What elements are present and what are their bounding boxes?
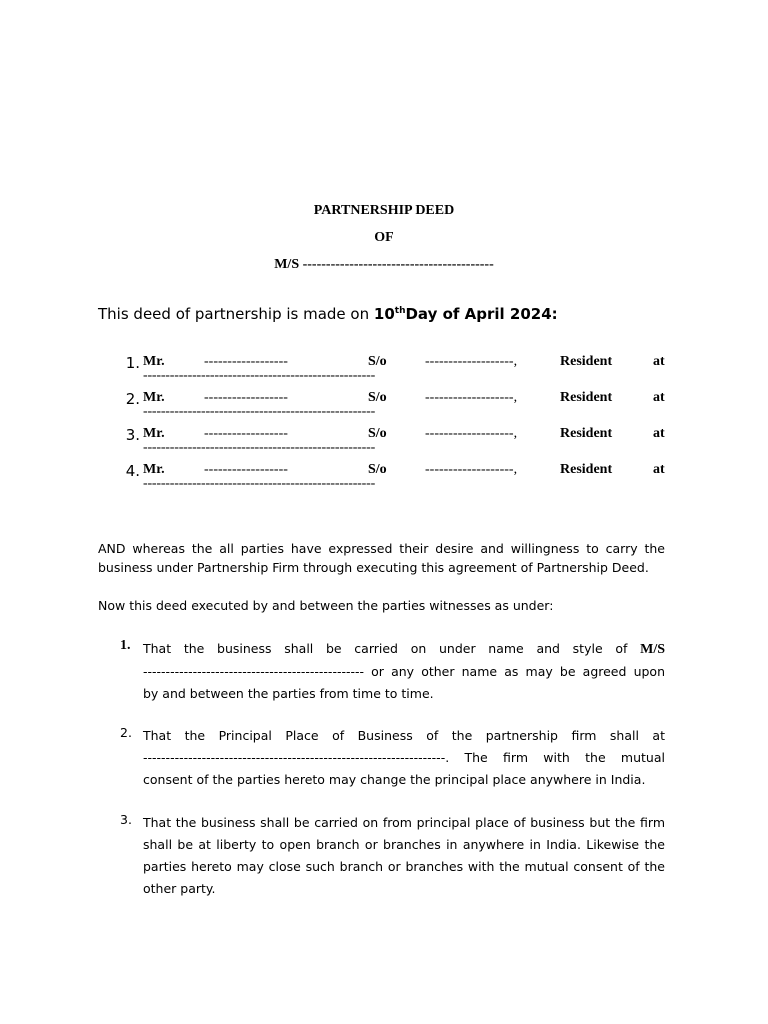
deed-title: PARTNERSHIP DEED — [313, 203, 455, 218]
clause-line: ------------------------------------------------- or any other name as may be agreed upon — [143, 664, 665, 679]
clause-line: shall be at liberty to open branch or branches in anywhere in India. Likewise the — [143, 837, 665, 852]
clause-text — [143, 638, 665, 705]
party-resident: Resident — [560, 354, 613, 369]
party-name-blank: ------------------ — [204, 462, 288, 477]
party-father-blank: -------------------, — [425, 426, 518, 441]
party-item — [0, 354, 768, 390]
party-resident: Resident — [560, 426, 613, 441]
party-address-blank: ---------------------------------------------------- — [143, 440, 376, 455]
party-mr: Mr. — [143, 462, 165, 477]
intro-date: Day of April 2024: — [405, 305, 558, 323]
party-number: 4. — [125, 462, 140, 480]
clause-text — [143, 812, 665, 900]
party-item — [0, 426, 768, 462]
witness-paragraph: Now this deed executed by and between the parties witnesses as under: — [98, 598, 554, 613]
party-number: 2. — [125, 390, 140, 408]
clause-ms: M/S — [640, 642, 666, 657]
party-resident: Resident — [560, 462, 613, 477]
party-father-blank: -------------------, — [425, 354, 518, 369]
deed-of: OF — [374, 230, 394, 245]
intro-day: 10 — [373, 305, 395, 323]
party-mr: Mr. — [143, 354, 165, 369]
clause-line: That the business shall be carried on from principal place of business but the firm — [143, 815, 665, 830]
clause-line: That the Principal Place of Business of the partnership firm shall at — [143, 728, 665, 743]
clause-line — [143, 638, 665, 661]
party-address-blank: ---------------------------------------------------- — [143, 404, 376, 419]
clause-number: 2. — [120, 725, 132, 740]
intro-day-suffix: th — [394, 306, 406, 316]
party-so: S/o — [368, 390, 387, 405]
party-address-blank: ---------------------------------------------------- — [143, 476, 376, 491]
party-name-blank: ------------------ — [204, 390, 288, 405]
party-address-blank: ---------------------------------------------------- — [143, 368, 376, 383]
party-at: at — [653, 390, 665, 405]
intro-sentence — [98, 305, 558, 323]
firm-name-line: M/S ----------------------------------------- — [274, 257, 494, 272]
party-at: at — [653, 462, 665, 477]
clause-line: other party. — [143, 881, 216, 896]
party-name-blank: ------------------ — [204, 354, 288, 369]
clause-number: 3. — [120, 812, 132, 827]
clause-number: 1. — [120, 638, 131, 653]
party-name-blank: ------------------ — [204, 426, 288, 441]
party-so: S/o — [368, 462, 387, 477]
party-mr: Mr. — [143, 390, 165, 405]
intro-text: This deed of partnership is made on — [98, 305, 374, 323]
clause-line-text: That the business shall be carried on under name and style of — [143, 641, 628, 656]
party-number: 3. — [125, 426, 140, 444]
clause-line: by and between the parties from time to time. — [143, 686, 434, 701]
party-item — [0, 462, 768, 498]
party-so: S/o — [368, 354, 387, 369]
party-resident: Resident — [560, 390, 613, 405]
clause-text — [143, 725, 665, 791]
party-number: 1. — [125, 354, 140, 372]
clause-line: -------------------------------------------------------------------. The firm with the mutual — [143, 750, 665, 765]
whereas-paragraph: AND whereas the all parties have expressed their desire and willingness to carry the business under Partnership Firm through executing this agreement of Partnership Deed. — [98, 541, 665, 575]
clause-line: consent of the parties hereto may change the principal place anywhere in India. — [143, 772, 646, 787]
party-at: at — [653, 426, 665, 441]
party-father-blank: -------------------, — [425, 390, 518, 405]
party-mr: Mr. — [143, 426, 165, 441]
party-father-blank: -------------------, — [425, 462, 518, 477]
party-at: at — [653, 354, 665, 369]
clause-line: parties hereto may close such branch or branches with the mutual consent of the — [143, 859, 665, 874]
party-so: S/o — [368, 426, 387, 441]
party-item — [0, 390, 768, 426]
